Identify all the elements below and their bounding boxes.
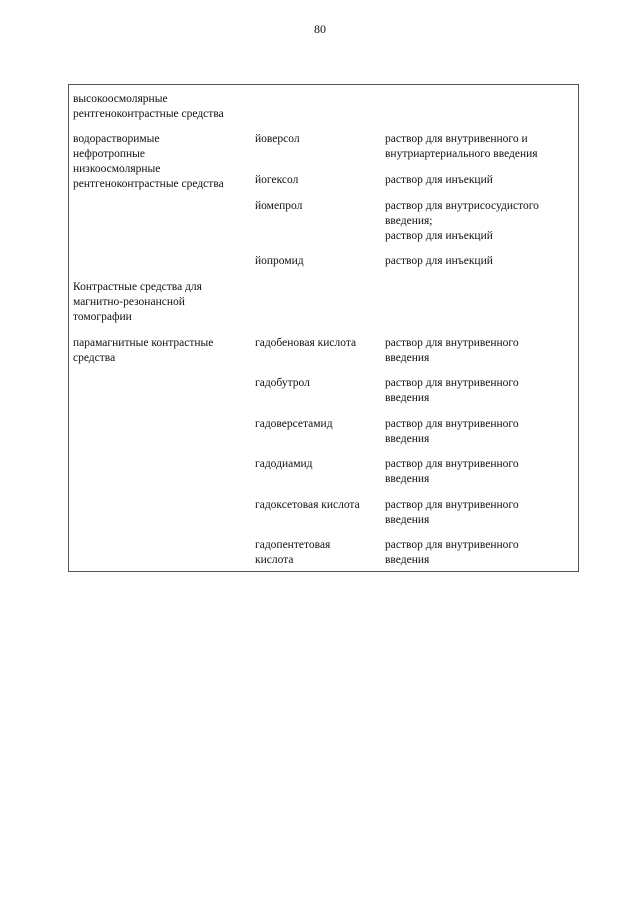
table-cell-form: раствор для внутрисосудистого введения; раствор для инъекций (385, 200, 539, 242)
table-cell-group: водорастворимые нефротропные низкоосмолярные рентгеноконтрастные средства (73, 133, 224, 190)
table-cell-substance: йоверсол (255, 133, 300, 145)
table-cell-form: раствор для инъекций (385, 174, 493, 186)
table-cell-substance: гадобеновая кислота (255, 337, 357, 349)
table-cell-group: Контрастные средства для магнитно-резонансной томографии (73, 281, 202, 323)
table-cell-substance: йомепрол (255, 200, 303, 212)
table-cell-group: высокоосмолярные рентгеноконтрастные средства (73, 93, 224, 120)
table-cell-form: раствор для внутривенного введения (385, 337, 519, 364)
table-cell-substance: гадобутрол (255, 377, 310, 389)
table-cell-substance: гадопентетовая кислота (255, 539, 331, 566)
table-cell-form: раствор для внутривенного введения (385, 539, 519, 566)
table-cell-substance: йопромид (255, 255, 304, 267)
table-cell-form: раствор для внутривенного введения (385, 418, 519, 445)
page-number: 80 (314, 22, 326, 36)
table-cell-form: раствор для внутривенного и внутриартериального введения (385, 133, 538, 160)
table-cell-substance: гадоксетовая кислота (255, 499, 360, 511)
table-cell-group: парамагнитные контрастные средства (73, 337, 214, 364)
table-cell-substance: гадодиамид (255, 458, 313, 470)
table-cell-form: раствор для инъекций (385, 255, 493, 267)
table-cell-form: раствор для внутривенного введения (385, 377, 519, 404)
drug-table (68, 84, 579, 572)
table-cell-form: раствор для внутривенного введения (385, 458, 519, 485)
table-cell-substance: гадоверсетамид (255, 418, 333, 430)
table-cell-form: раствор для внутривенного введения (385, 499, 519, 526)
table-cell-substance: йогексол (255, 174, 299, 186)
